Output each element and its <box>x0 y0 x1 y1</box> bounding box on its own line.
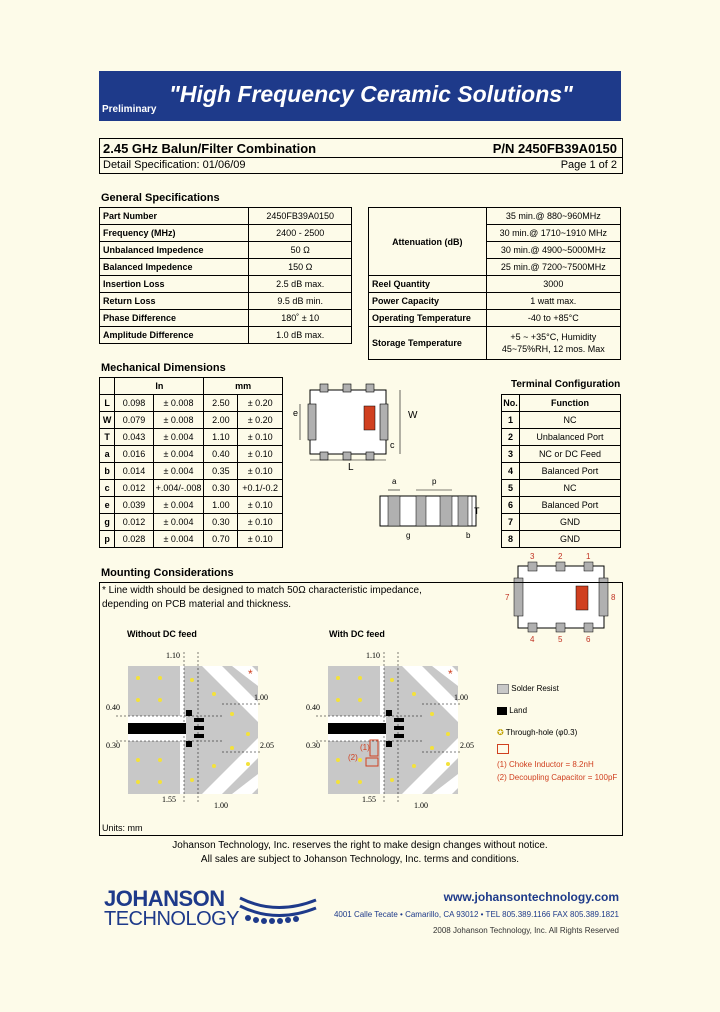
table-row <box>100 463 283 480</box>
terminal-function: GND <box>519 514 620 531</box>
table-row <box>100 531 283 548</box>
svg-text:1.55: 1.55 <box>162 795 176 804</box>
spec-value: 1.0 dB max. <box>249 327 352 344</box>
table-row <box>100 395 283 412</box>
spec-value: 2450FB39A0150 <box>249 208 352 225</box>
table-row <box>502 429 621 446</box>
company-logo-bottom: TECHNOLOGY <box>104 908 240 930</box>
dim-in: 0.012 <box>115 514 153 531</box>
table-row <box>502 497 621 514</box>
spec-value: -40 to +85°C <box>486 310 620 327</box>
dim-mm: 2.00 <box>204 412 238 429</box>
with-dc-label: With DC feed <box>329 629 385 639</box>
dim-mm: 0.30 <box>204 480 238 497</box>
dim-mm: 0.35 <box>204 463 238 480</box>
svg-text:8: 8 <box>611 593 616 602</box>
terminal-no: 3 <box>502 446 520 463</box>
svg-text:p: p <box>432 477 437 486</box>
dim-key: L <box>100 395 115 412</box>
terminal-no: 7 <box>502 514 520 531</box>
page-number: Page 1 of 2 <box>560 159 617 171</box>
svg-text:(1): (1) <box>360 743 370 752</box>
product-name: 2.45 GHz Balun/Filter Combination <box>103 141 317 156</box>
svg-text:1.10: 1.10 <box>366 651 380 660</box>
spec-label: Amplitude Difference <box>100 327 249 344</box>
mech-dims-title: Mechanical Dimensions <box>101 362 226 374</box>
dim-in-tol: ± 0.008 <box>153 412 204 429</box>
terminal-function: Balanced Port <box>519 497 620 514</box>
terminal-function: NC <box>519 480 620 497</box>
col-in: In <box>115 378 204 395</box>
dim-mm: 0.70 <box>204 531 238 548</box>
table-row <box>502 463 621 480</box>
svg-text:(2): (2) <box>348 753 358 762</box>
legend-land: Land <box>509 706 528 715</box>
terminal-function: Balanced Port <box>519 463 620 480</box>
terminal-no: 4 <box>502 463 520 480</box>
dim-in: 0.043 <box>115 429 153 446</box>
units-label: Units: mm <box>102 823 143 833</box>
footer-disclaimer: Johanson Technology, Inc. reserves the right to make design changes without notice. <box>172 840 548 851</box>
col-mm: mm <box>204 378 283 395</box>
svg-text:0.30: 0.30 <box>306 741 320 750</box>
dim-in-tol: ± 0.004 <box>153 497 204 514</box>
svg-text:1.00: 1.00 <box>214 801 228 810</box>
svg-text:2.05: 2.05 <box>260 741 274 750</box>
svg-text:6: 6 <box>586 635 591 644</box>
svg-text:0.40: 0.40 <box>106 703 120 712</box>
dim-in: 0.014 <box>115 463 153 480</box>
spec-label: Reel Quantity <box>369 276 487 293</box>
terminal-function: NC or DC Feed <box>519 446 620 463</box>
svg-text:1: 1 <box>586 552 591 561</box>
dim-in-tol: ± 0.004 <box>153 429 204 446</box>
svg-text:1.00: 1.00 <box>454 693 468 702</box>
dim-in: 0.012 <box>115 480 153 497</box>
table-row <box>100 446 283 463</box>
spec-label: Phase Difference <box>100 310 249 327</box>
storage-label: Storage Temperature <box>369 327 487 360</box>
spec-label: Part Number <box>100 208 249 225</box>
svg-text:1.00: 1.00 <box>414 801 428 810</box>
svg-text:g: g <box>406 531 411 540</box>
legend-solder: Solder Resist <box>511 684 559 694</box>
spec-value: 3000 <box>486 276 620 293</box>
spec-value: 9.5 dB min. <box>249 293 352 310</box>
mounting-legend: Solder Resist Land ✪ Through-hole (φ0.3) (1) Choke Inductor = 8.2nH (2) Decoupling Capacitor = 100pF <box>497 684 621 786</box>
terminal-table <box>501 394 621 548</box>
spec-value: 2.5 dB max. <box>249 276 352 293</box>
svg-text:*: * <box>448 667 453 681</box>
dim-mm-tol: ± 0.10 <box>238 446 283 463</box>
company-logo-wave-icon <box>236 890 320 930</box>
spec-label: Balanced Impedence <box>100 259 249 276</box>
svg-text:5: 5 <box>558 635 563 644</box>
svg-text:0.40: 0.40 <box>306 703 320 712</box>
col-function: Function <box>519 395 620 412</box>
dim-mm-tol: ± 0.10 <box>238 463 283 480</box>
spec-date: Detail Specification: 01/06/09 <box>103 159 246 171</box>
svg-text:e: e <box>293 408 299 418</box>
attenuation-value: 30 min.@ 4900~5000MHz <box>486 242 620 259</box>
table-row <box>502 446 621 463</box>
spec-label: Frequency (MHz) <box>100 225 249 242</box>
dim-in-tol: ± 0.008 <box>153 395 204 412</box>
mech-dims-table <box>99 377 283 548</box>
dim-in: 0.016 <box>115 446 153 463</box>
attenuation-value: 25 min.@ 7200~7500MHz <box>486 259 620 276</box>
dim-mm-tol: ± 0.20 <box>238 412 283 429</box>
dim-mm: 0.30 <box>204 514 238 531</box>
dim-mm-tol: ± 0.20 <box>238 395 283 412</box>
dim-key: e <box>100 497 115 514</box>
spec-value: 180˚ ± 10 <box>249 310 352 327</box>
copyright: 2008 Johanson Technology, Inc. All Rights Reserved <box>432 926 619 935</box>
table-row <box>502 514 621 531</box>
col-no: No. <box>502 395 520 412</box>
dim-in: 0.079 <box>115 412 153 429</box>
table-row <box>502 412 621 429</box>
dim-key: W <box>100 412 115 429</box>
dim-in: 0.039 <box>115 497 153 514</box>
terminal-function: GND <box>519 531 620 548</box>
legend-choke: (1) Choke Inductor = 8.2nH <box>497 760 594 769</box>
company-logo-top: JOHANSON <box>104 886 225 911</box>
dim-key: T <box>100 429 115 446</box>
dim-in-tol: +.004/-.008 <box>153 480 204 497</box>
svg-text:7: 7 <box>505 593 510 602</box>
dim-in: 0.098 <box>115 395 153 412</box>
component-drawing <box>288 378 488 548</box>
mounting-note: depending on PCB material and thickness. <box>102 599 292 610</box>
spec-label: Operating Temperature <box>369 310 487 327</box>
attenuation-label: Attenuation (dB) <box>369 208 487 276</box>
pcb-footprints <box>102 644 497 812</box>
dim-mm-tol: ± 0.10 <box>238 429 283 446</box>
svg-text:2.05: 2.05 <box>460 741 474 750</box>
footer-terms: All sales are subject to Johanson Technology, Inc. terms and conditions. <box>200 854 520 865</box>
svg-text:1.00: 1.00 <box>254 693 268 702</box>
dim-key: c <box>100 480 115 497</box>
spec-value: 1 watt max. <box>486 293 620 310</box>
without-dc-label: Without DC feed <box>127 629 197 639</box>
spec-label: Power Capacity <box>369 293 487 310</box>
spec-label: Insertion Loss <box>100 276 249 293</box>
dim-mm-tol: +0.1/-0.2 <box>238 480 283 497</box>
storage-value: +5 ~ +35°C, Humidity 45~75%RH, 12 mos. Max <box>486 327 620 360</box>
spec-value: 50 Ω <box>249 242 352 259</box>
dim-mm: 0.40 <box>204 446 238 463</box>
attenuation-value: 30 min.@ 1710~1910 MHz <box>486 225 620 242</box>
table-row <box>100 429 283 446</box>
document-header <box>99 138 623 174</box>
dim-key: b <box>100 463 115 480</box>
general-specs-table <box>99 207 352 344</box>
terminal-no: 2 <box>502 429 520 446</box>
svg-text:1.55: 1.55 <box>362 795 376 804</box>
svg-text:a: a <box>392 477 397 486</box>
table-row <box>100 412 283 429</box>
company-address: 4001 Calle Tecate • Camarillo, CA 93012 • TEL 805.389.1166 FAX 805.389.1821 <box>333 910 619 919</box>
dim-mm: 2.50 <box>204 395 238 412</box>
mounting-title: Mounting Considerations <box>101 567 234 579</box>
dim-key: a <box>100 446 115 463</box>
table-row <box>100 497 283 514</box>
dim-in-tol: ± 0.004 <box>153 514 204 531</box>
spec-label: Unbalanced Impedence <box>100 242 249 259</box>
legend-via: Through-hole (φ0.3) <box>505 728 578 737</box>
terminal-function: Unbalanced Port <box>519 429 620 446</box>
svg-text:b: b <box>466 531 471 540</box>
website-link[interactable]: www.johansontechnology.com <box>443 890 619 904</box>
dim-mm: 1.10 <box>204 429 238 446</box>
attenuation-value: 35 min.@ 880~960MHz <box>486 208 620 225</box>
terminal-no: 6 <box>502 497 520 514</box>
terminal-no: 5 <box>502 480 520 497</box>
table-row <box>100 480 283 497</box>
spec-value: 150 Ω <box>249 259 352 276</box>
dim-in: 0.028 <box>115 531 153 548</box>
banner-title: "High Frequency Ceramic Solutions" <box>169 81 573 107</box>
general-specs-title: General Specifications <box>101 192 220 204</box>
legend-decoupling: (2) Decoupling Capacitor = 100pF <box>497 773 618 782</box>
svg-text:4: 4 <box>530 635 535 644</box>
svg-text:c: c <box>390 440 395 450</box>
spec-value: 2400 - 2500 <box>249 225 352 242</box>
dim-mm-tol: ± 0.10 <box>238 531 283 548</box>
dim-in-tol: ± 0.004 <box>153 531 204 548</box>
svg-text:0.30: 0.30 <box>106 741 120 750</box>
dim-mm-tol: ± 0.10 <box>238 514 283 531</box>
terminal-title: Terminal Configuration <box>511 379 621 390</box>
svg-text:L: L <box>348 462 354 473</box>
dim-key: g <box>100 514 115 531</box>
dim-mm-tol: ± 0.10 <box>238 497 283 514</box>
title-banner <box>99 71 621 121</box>
terminal-no: 1 <box>502 412 520 429</box>
svg-text:W: W <box>408 410 418 421</box>
table-row <box>100 514 283 531</box>
preliminary-label: Preliminary <box>102 104 157 115</box>
dim-mm: 1.00 <box>204 497 238 514</box>
svg-text:T: T <box>474 506 480 516</box>
spec-label: Return Loss <box>100 293 249 310</box>
dim-in-tol: ± 0.004 <box>153 463 204 480</box>
table-row <box>502 480 621 497</box>
terminal-no: 8 <box>502 531 520 548</box>
mounting-note: * Line width should be designed to match 50Ω characteristic impedance, <box>102 585 422 596</box>
part-number: P/N 2450FB39A0150 <box>492 141 617 156</box>
svg-text:1.10: 1.10 <box>166 651 180 660</box>
general-specs-right-table <box>368 207 621 360</box>
terminal-function: NC <box>519 412 620 429</box>
table-row <box>502 531 621 548</box>
dim-in-tol: ± 0.004 <box>153 446 204 463</box>
svg-text:*: * <box>248 667 253 681</box>
dim-key: p <box>100 531 115 548</box>
svg-text:3: 3 <box>530 552 535 561</box>
svg-text:2: 2 <box>558 552 563 561</box>
